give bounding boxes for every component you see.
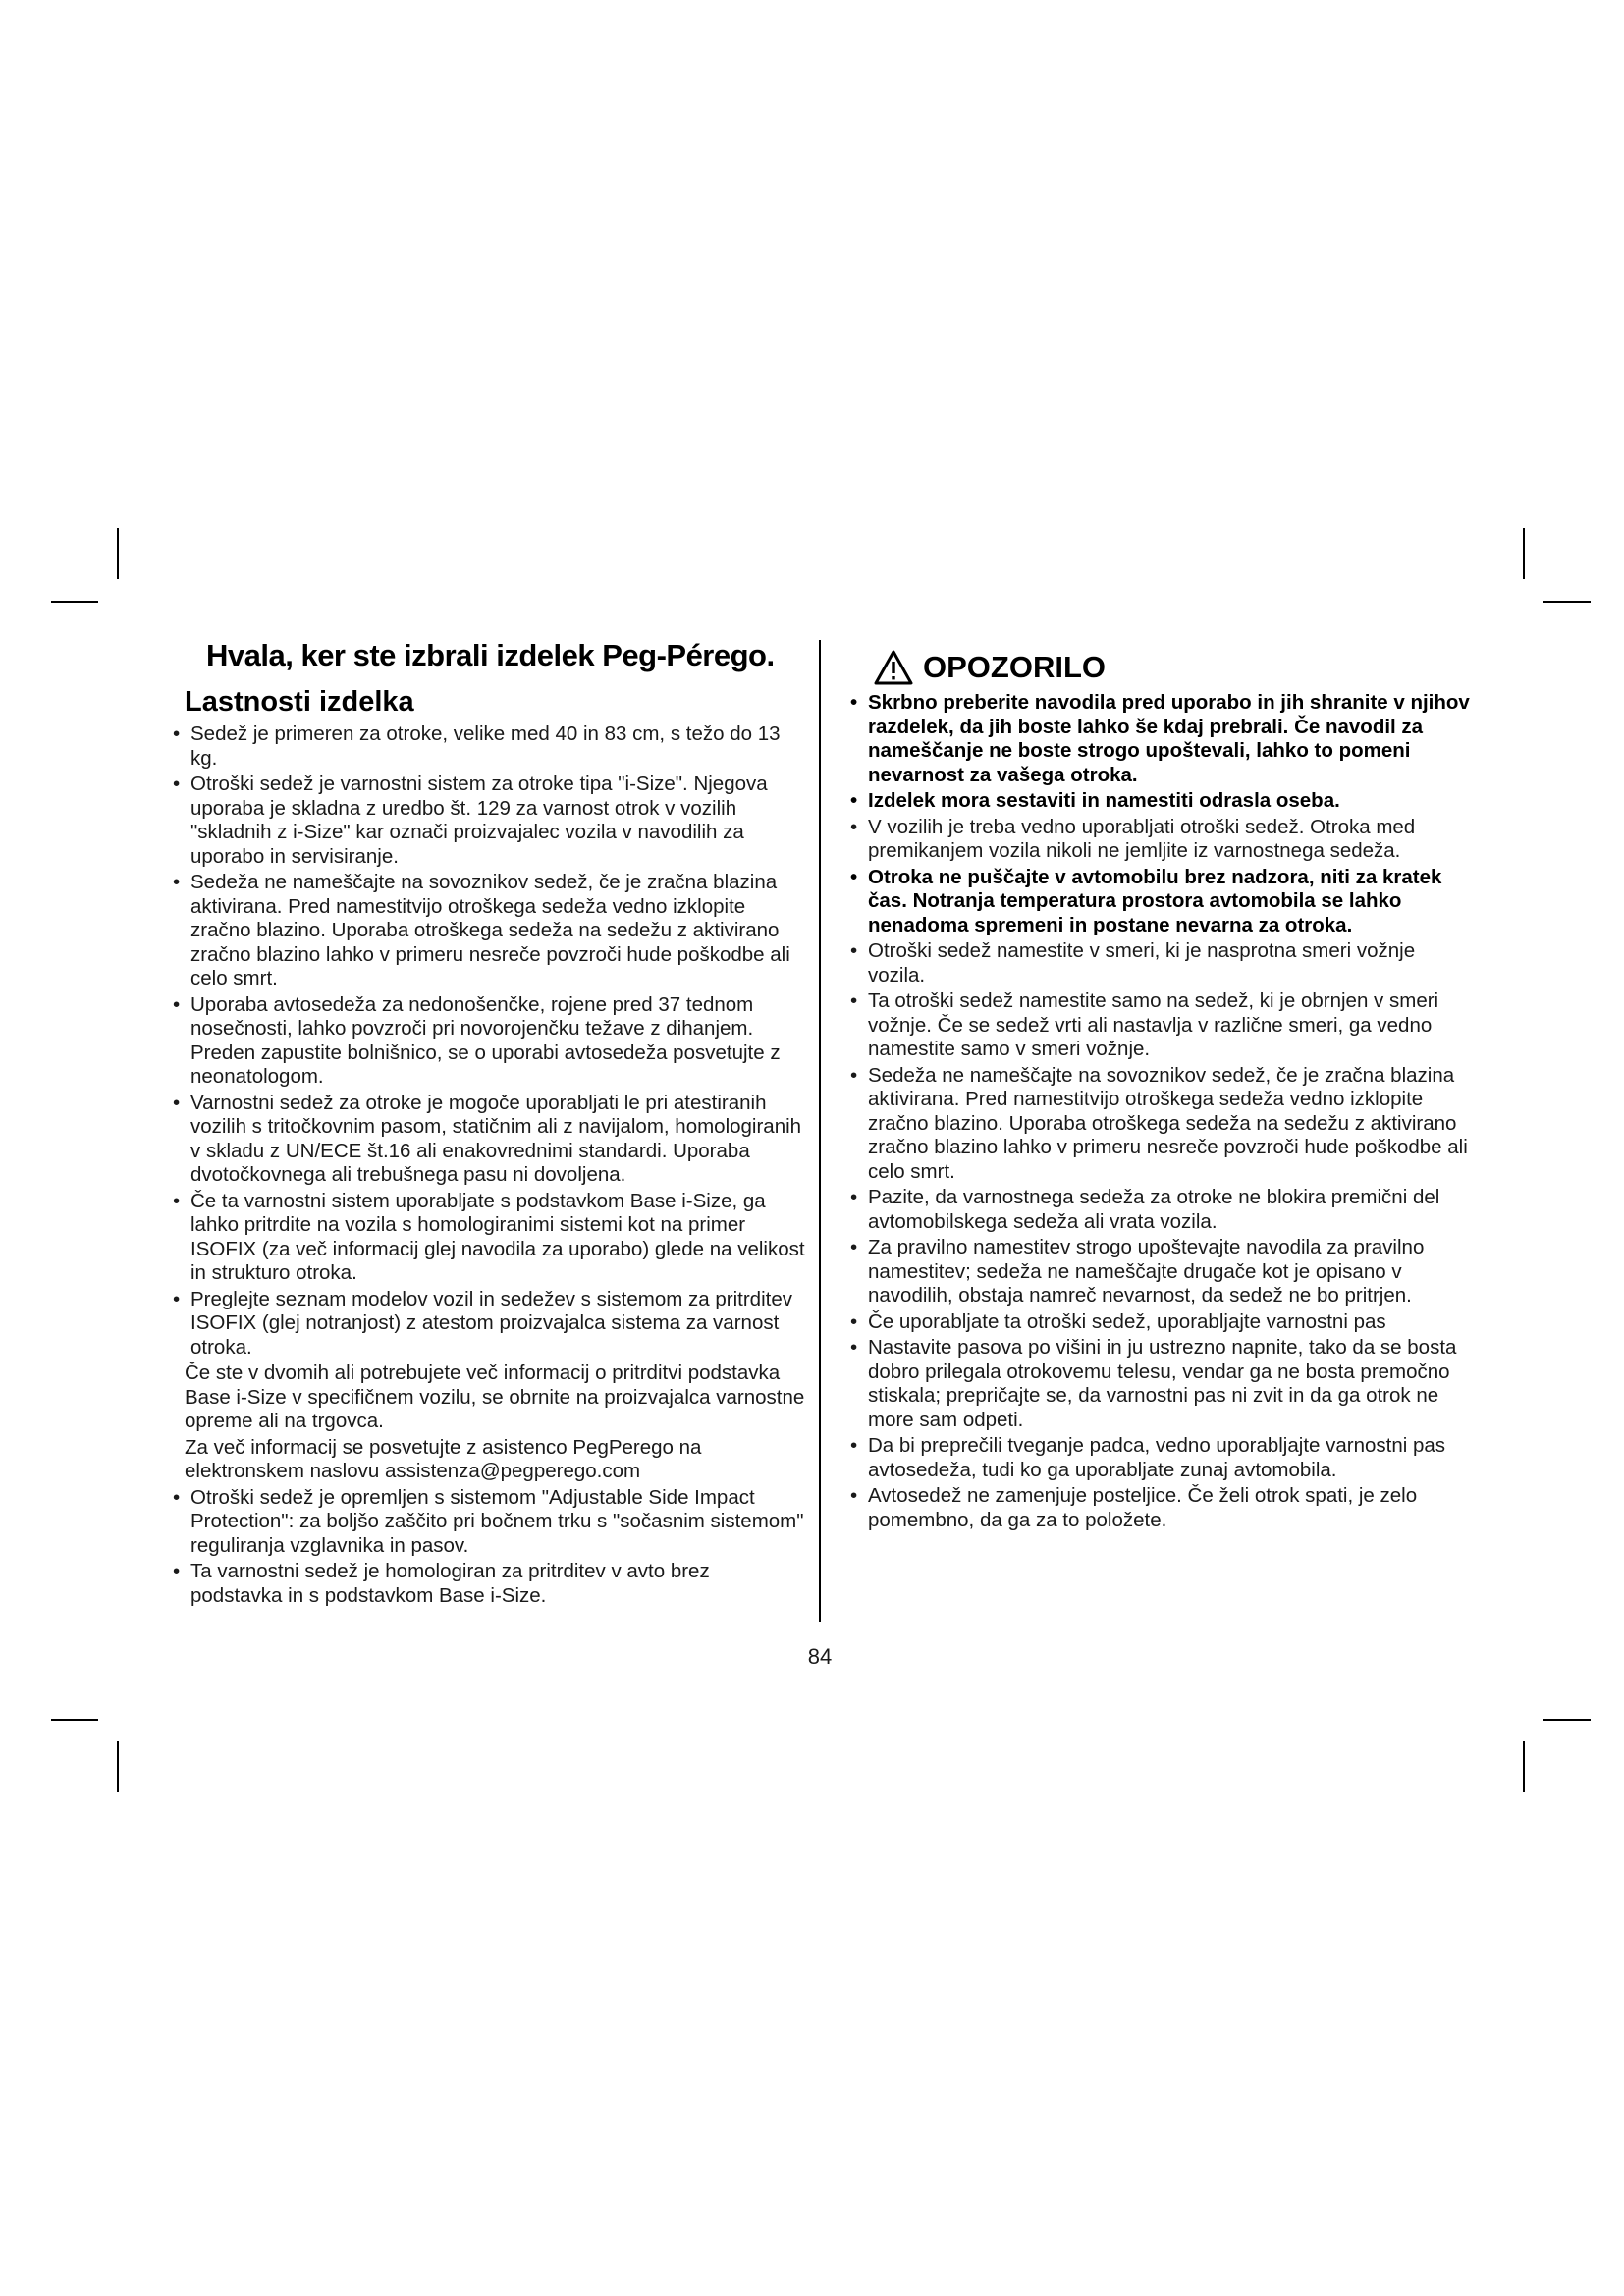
warning-item: • V vozilih je treba vedno uporabljati otroški sedež. Otroka med premikanjem vozila nikoli ne jemljite iz varnostnega sedeža. [844,816,1473,864]
warning-item: • Skrbno preberite navodila pred uporabo in jih shranite v njihov razdelek, da jih boste lahko še kdaj prebrali. Če navodil za nameščanje ne boste strogo upoštevali, lahko to pomeni nevarnost za vašega otroka. [844,691,1473,787]
warning-item: • Sedeža ne nameščajte na sovoznikov sedež, če je zračna blazina aktivirana. Pred namestitvijo otroškega sedeža vedno izklopite zračno blazino. Uporaba otroškega sedeža na sedežu z aktivirano zračno blazino lahko v primeru nesreče povzroči hude poškodbe ali celo smrt. [844,1064,1473,1185]
warning-item: • Da bi preprečili tveganje padca, vedno uporabljajte varnostni pas avtosedeža, tudi ko ga uporabljate zunaj avtomobila. [844,1434,1473,1482]
warning-icon [874,650,913,685]
crop-mark [51,1719,98,1721]
list-item: • Otroški sedež je opremljen s sistemom "Adjustable Side Impact Protection": za boljšo zaščito pri bočnem trku s "sočasnim sistemom" reguliranja vzglavnika in pasov. [167,1486,805,1559]
column-divider [819,640,821,1622]
feature-list-continued [167,1486,805,1609]
list-item: • Uporaba avtosedeža za nedonošenčke, rojene pred 37 tednom nosečnosti, lahko povzroči pri novorojenčku težave z dihanjem. Preden zapustite bolnišnico, se o uporabi avtosedeža posvetujte z neonatologom. [167,993,805,1090]
list-item: • Otroški sedež je varnostni sistem za otroke tipa "i-Size". Njegova uporaba je skladna z uredbo št. 129 za varnost otrok v vozilih "skladnih z i-Size" kar označi proizvajalec vozila v navodilih za uporabo in servisiranje. [167,773,805,869]
crop-mark [117,528,119,579]
right-column [844,636,1473,1534]
crop-mark [1523,528,1525,579]
crop-mark [1523,1741,1525,1792]
warning-item: • Ta otroški sedež namestite samo na sedež, ki je obrnjen v smeri vožnje. Če se sedež vrti ali nastavlja v različne smeri, ga vedno namestite samo v smeri vožnje. [844,989,1473,1062]
warning-item: • Če uporabljate ta otroški sedež, uporabljajte varnostni pas [844,1310,1473,1335]
warning-item: • Otroški sedež namestite v smeri, ki je nasprotna smeri vožnje vozila. [844,939,1473,988]
crop-mark [1543,601,1591,603]
crop-mark [1543,1719,1591,1721]
list-item: • Sedež je primeren za otroke, velike med 40 in 83 cm, s težo do 13 kg. [167,722,805,771]
warning-list [844,691,1473,1532]
list-item: • Ta varnostni sedež je homologiran za pritrditev v avto brez podstavka in s podstavkom Base i-Size. [167,1560,805,1608]
list-item: • Varnostni sedež za otroke je mogoče uporabljati le pri atestiranih vozilih s tritočkovnim pasom, statičnim ali z navijalom, homologiranih v skladu z UN/ECE št.16 ali enakovrednimi standardi. Uporaba dvotočkovnega ali trebušnega pasu ni dovoljena. [167,1092,805,1188]
contact-note: Za več informacij se posvetujte z asistenco PegPerego na elektronskem naslovu assistenza@pegperego.com [185,1435,702,1482]
warning-header [874,646,1473,689]
list-item: • Preglejte seznam modelov vozil in sedežev s sistemom za pritrditev ISOFIX (glej notranjost) z atestom proizvajalca sistema za varnost otroka. [167,1288,805,1361]
warning-item: • Nastavite pasova po višini in ju ustrezno napnite, tako da se bosta dobro prilegala otrokovemu telesu, vendar ga ne bosta premočno stiskala; prepričajte se, da varnostni pas ni zvit in da ga otrok ne more sam odpeti. [844,1336,1473,1432]
list-item: • Če ta varnostni sistem uporabljate s podstavkom Base i-Size, ga lahko pritrdite na vozila s homologiranimi sistemi kot na primer ISOFIX (za več informacij glej navodila za uporabo) glede na velikost in strukturo otroka. [167,1190,805,1286]
crop-mark [51,601,98,603]
warning-item: • Otroka ne puščajte v avtomobilu brez nadzora, niti za kratek čas. Notranja temperatura prostora avtomobila se lahko nenadoma spremeni in postane nevarna za otroka. [844,866,1473,938]
page-title: Hvala, ker ste izbrali izdelek Peg-Pérego. [206,638,775,672]
warning-item: • Za pravilno namestitev strogo upoštevajte navodila za pravilno namestitev; sedeža ne nameščajte drugače kot je opisano v navodilih, obstaja namreč nevarnost, da sedež ne bo pritrjen. [844,1236,1473,1308]
warning-item: • Izdelek mora sestaviti in namestiti odrasla oseba. [844,789,1473,814]
section-title: Lastnosti izdelka [185,686,414,718]
page-number: 84 [807,1644,833,1669]
info-note: Če ste v dvomih ali potrebujete več informacij o pritrditvi podstavka Base i-Size v specifičnem vozilu, se obrnite na proizvajalca varnostne opreme ali na trgovca. [185,1362,805,1432]
left-column [167,636,805,1610]
list-item: • Sedeža ne nameščajte na sovoznikov sedež, če je zračna blazina aktivirana. Pred namestitvijo otroškega sedeža vedno izklopite zračno blazino. Uporaba otroškega sedeža na sedežu z aktivirano zračno blazino lahko v primeru nesreče povzroči hude poškodbe ali celo smrt. [167,871,805,991]
crop-mark [117,1741,119,1792]
warning-item: • Avtosedež ne zamenjuje posteljice. Če želi otrok spati, je zelo pomembno, da ga za to položete. [844,1484,1473,1532]
feature-list [167,722,805,1360]
warning-item: • Pazite, da varnostnega sedeža za otroke ne blokira premični del avtomobilskega sedeža ali vrata vozila. [844,1186,1473,1234]
warning-title: OPOZORILO [923,650,1106,684]
